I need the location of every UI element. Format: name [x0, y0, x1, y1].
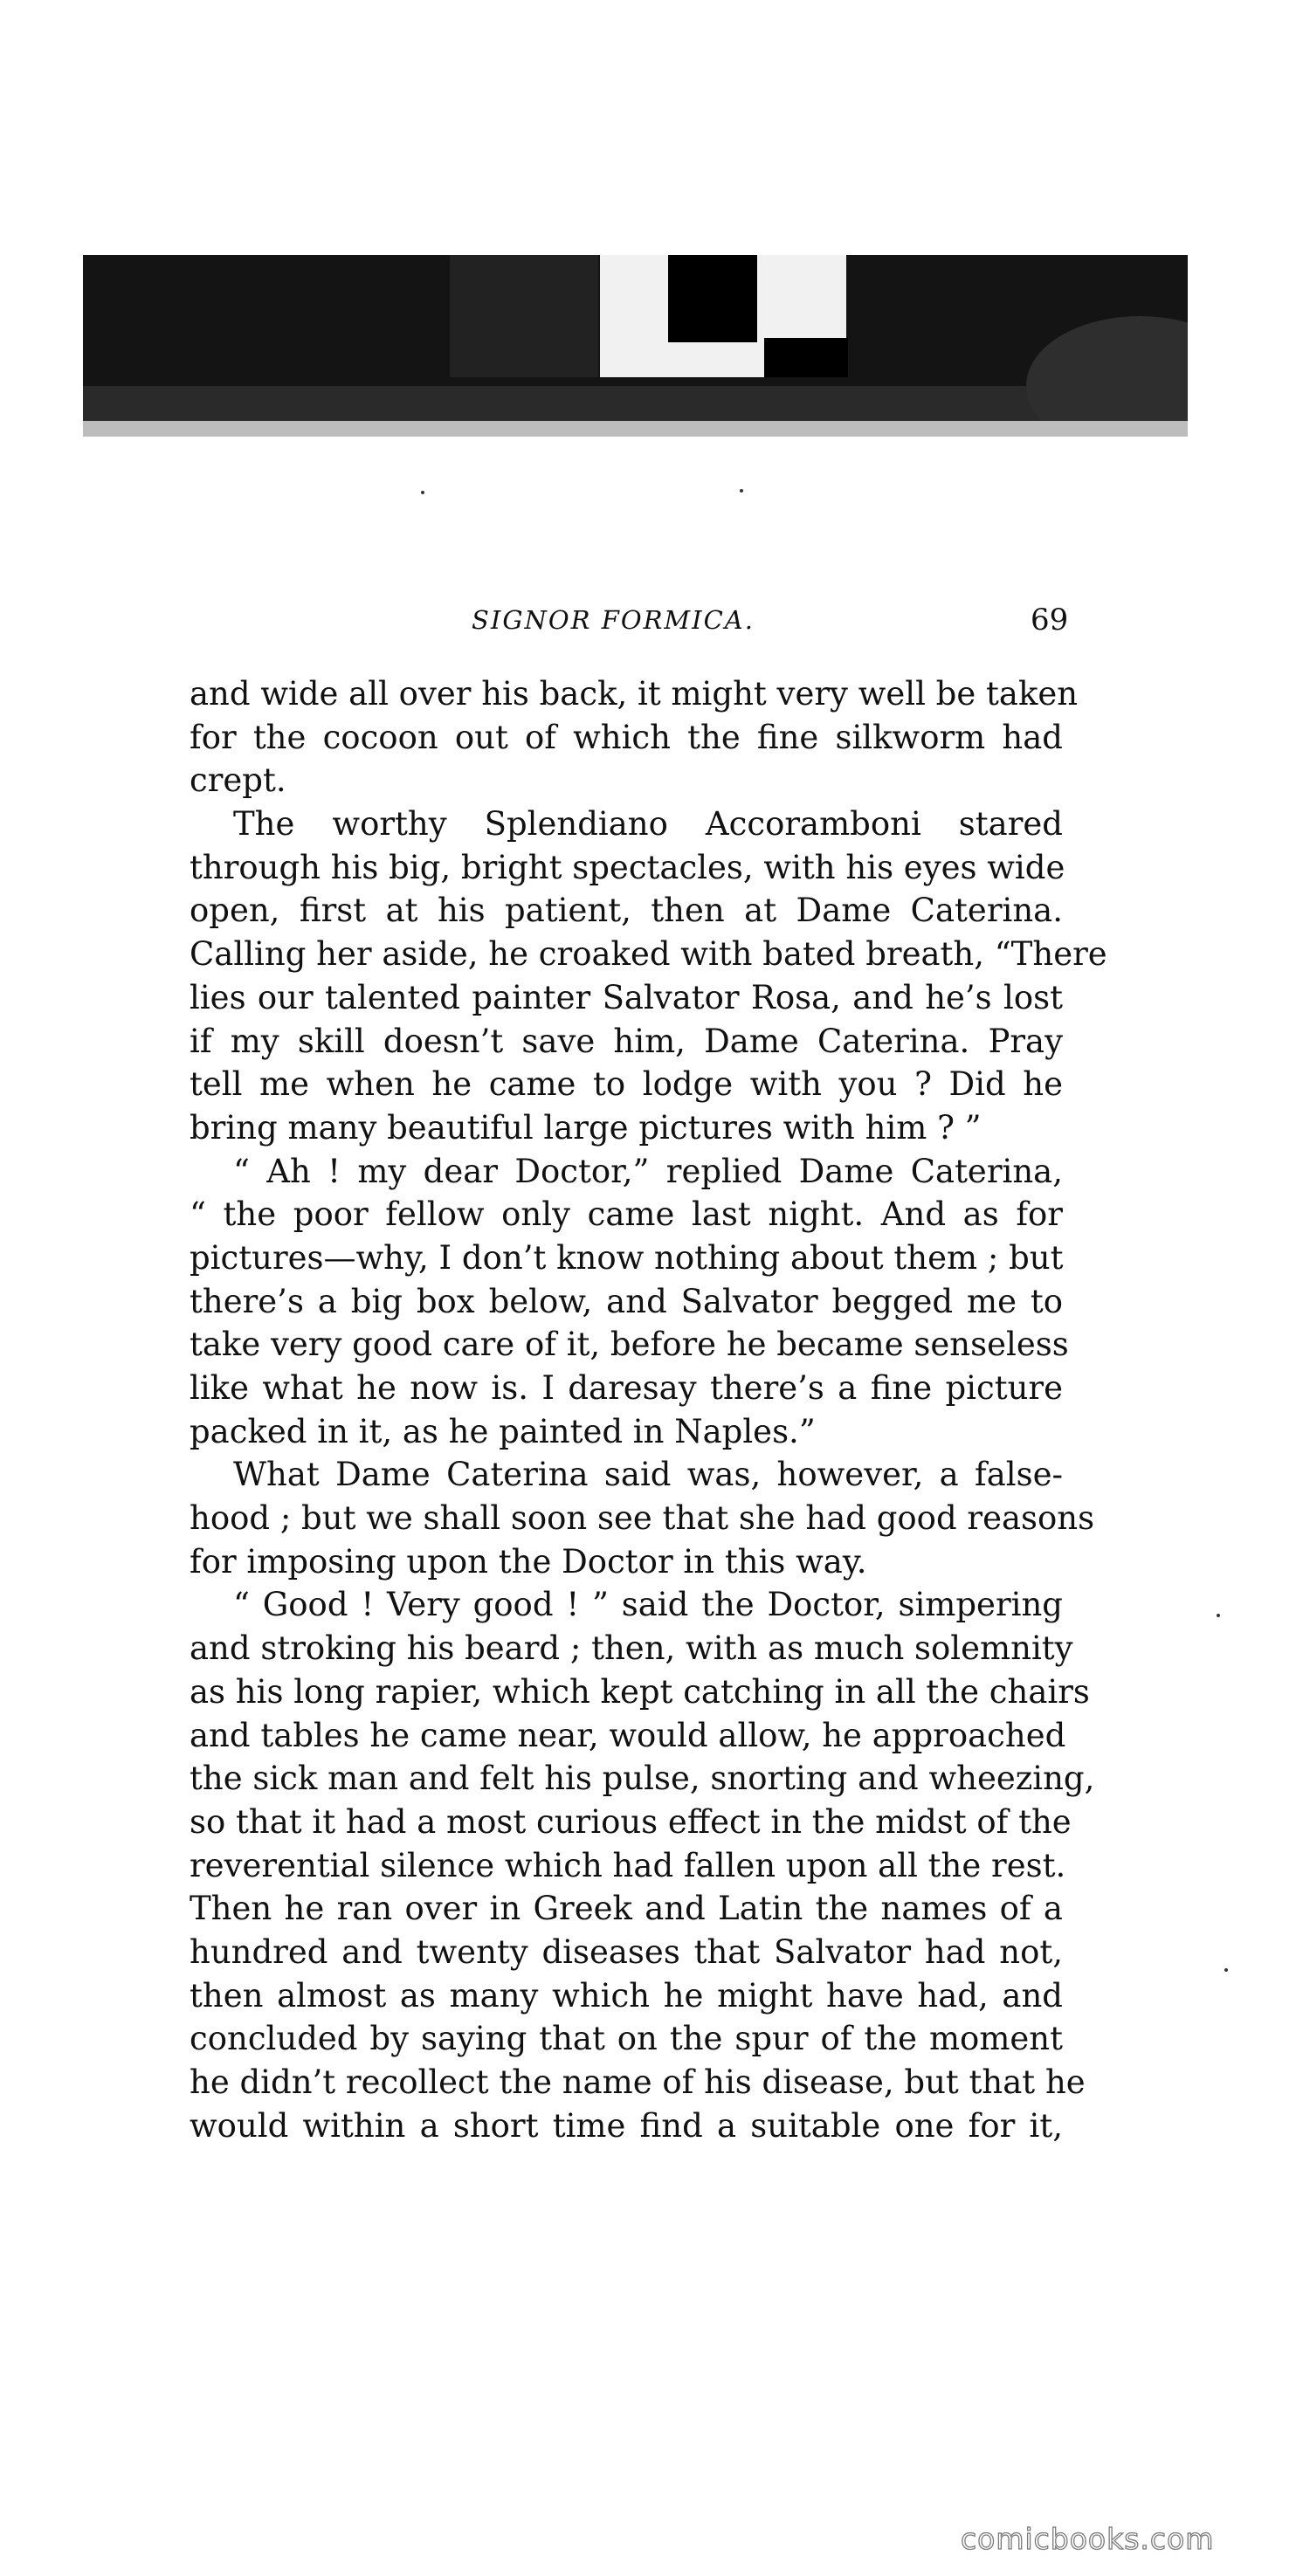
- text-line: “ Ah ! my dear Doctor,” replied Dame Caterina,: [233, 1152, 1063, 1190]
- text-line: for imposing upon the Doctor in this way.: [190, 1542, 867, 1581]
- text-line: if my skill doesn’t save him, Dame Caterina. Pray: [190, 1022, 1063, 1060]
- text-line: lies our talented painter Salvator Rosa, and he’s lost: [190, 978, 1063, 1016]
- text-line: Then he ran over in Greek and Latin the names of a: [190, 1890, 1063, 1928]
- text-line: pictures—why, I don’t know nothing about them ; but: [190, 1238, 1064, 1277]
- image-dark-mound: [1026, 316, 1188, 437]
- watermark: comicbooks.com: [961, 2522, 1215, 2556]
- text-line: through his big, bright spectacles, with his eyes wide: [190, 848, 1065, 886]
- text-line: crept.: [190, 761, 286, 800]
- text-line: and tables he came near, would allow, he approached: [190, 1716, 1066, 1754]
- page-number: 69: [1031, 603, 1069, 637]
- scan-speck: [1217, 1614, 1220, 1617]
- scan-speck: [421, 491, 424, 494]
- text-line: so that it had a most curious effect in the midst of the: [190, 1802, 1072, 1841]
- text-line: would within a short time find a suitable one for it,: [190, 2106, 1063, 2145]
- body-text: [190, 672, 1107, 2147]
- text-line: hood ; but we shall soon see that she had good reasons: [190, 1499, 1095, 1538]
- text-line: “ Good ! Very good ! ” said the Doctor, simpering: [233, 1586, 1063, 1624]
- text-line: bring many beautiful large pictures with him ? ”: [190, 1108, 982, 1147]
- text-line: The worthy Splendiano Accoramboni stared: [233, 805, 1063, 844]
- text-line: then almost as many which he might have had, and: [190, 1976, 1063, 2015]
- text-line: packed in it, as he painted in Naples.”: [190, 1412, 816, 1450]
- text-line: tell me when he came to lodge with you ? Did he: [190, 1065, 1063, 1104]
- image-bottom-edge: [83, 421, 1188, 437]
- text-line: there’s a big box below, and Salvator begged me to: [190, 1282, 1063, 1320]
- text-line: like what he now is. I daresay there’s a fine picture: [190, 1369, 1063, 1407]
- text-line: open, first at his patient, then at Dame Caterina.: [190, 892, 1063, 930]
- text-line: the sick man and felt his pulse, snorting and wheezing,: [190, 1760, 1095, 1798]
- text-line: for the cocoon out of which the fine silkworm had: [190, 718, 1063, 756]
- image-black-block-lower: [764, 338, 848, 377]
- running-head: SIGNOR FORMICA.: [472, 605, 755, 635]
- text-line: hundred and twenty diseases that Salvator had not,: [190, 1932, 1063, 1971]
- top-scan-image-band: [83, 255, 1188, 437]
- text-line: What Dame Caterina said was, however, a false-: [233, 1456, 1063, 1494]
- text-line: as his long rapier, which kept catching in all the chairs: [190, 1672, 1090, 1711]
- image-dark-panel: [450, 255, 598, 377]
- scan-speck: [1224, 1968, 1228, 1972]
- text-line: “ the poor fellow only came last night. And as for: [190, 1195, 1063, 1234]
- text-line: and stroking his beard ; then, with as much solemnity: [190, 1629, 1073, 1668]
- scan-speck: [740, 489, 743, 492]
- image-grey-strip: [83, 386, 1188, 421]
- text-line: Calling her aside, he croaked with bated breath, “There: [190, 935, 1107, 974]
- image-black-block: [668, 255, 757, 342]
- text-line: concluded by saying that on the spur of the moment: [190, 2020, 1063, 2058]
- text-line: take very good care of it, before he became senseless: [190, 1326, 1069, 1364]
- text-line: reverential silence which had fallen upon all the rest.: [190, 1846, 1066, 1884]
- text-line: he didn’t recollect the name of his disease, but that he: [190, 2063, 1086, 2101]
- text-line: and wide all over his back, it might very well be taken: [190, 675, 1079, 713]
